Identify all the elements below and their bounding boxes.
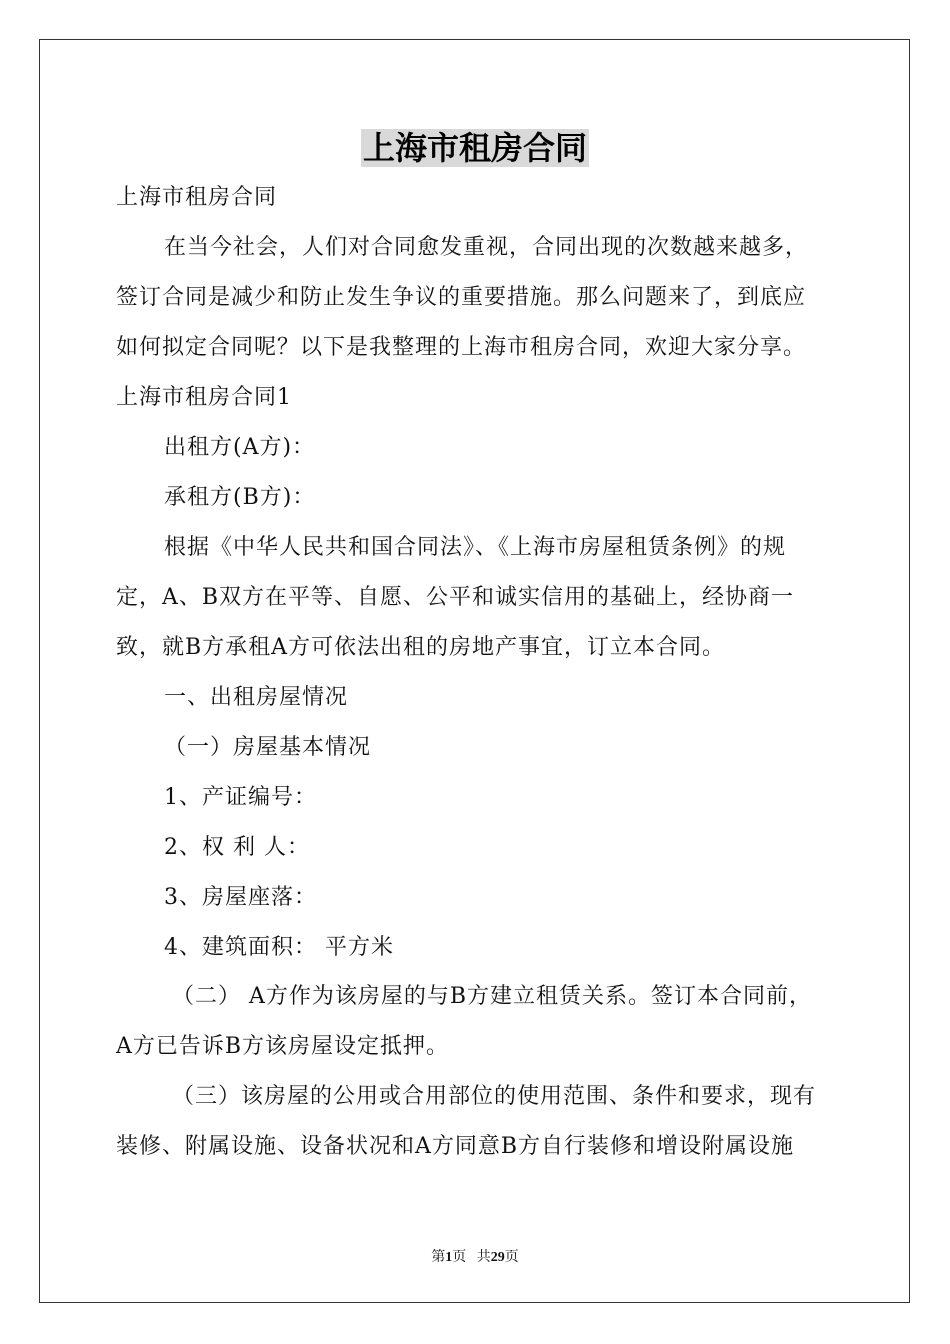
- clause-item: 1、产证编号：: [164, 785, 317, 810]
- section-heading: 上海市租房合同1: [116, 385, 292, 410]
- clause-heading: 一、出租房屋情况: [164, 685, 349, 710]
- page-footer: [0, 1246, 950, 1266]
- page-suffix: 页: [452, 1250, 467, 1265]
- clause-item: 3、房屋座落：: [164, 885, 317, 910]
- body-line: 定，A、B双方在平等、自愿、公平和诚实信用的基础上，经协商一: [116, 585, 795, 610]
- subtitle-line: 上海市租房合同: [116, 185, 278, 210]
- body-line: （三）该房屋的公用或合用部位的使用范围、条件和要求，现有: [172, 1084, 817, 1109]
- body-line: 签订合同是减少和防止发生争议的重要措施。那么问题来了，到底应: [116, 285, 807, 310]
- total-pages: 29: [490, 1250, 505, 1265]
- body-line: 根据《中华人民共和国合同法》、《上海市房屋租赁条例》的规: [164, 535, 787, 560]
- body-line: 装修、附属设施、设备状况和A方同意B方自行装修和增设附属设施: [116, 1134, 795, 1159]
- body-line: A方已告诉B方该房屋设定抵押。: [116, 1034, 450, 1059]
- clause-item: 2、权 利 人：: [164, 835, 310, 860]
- clause-item: 4、建筑面积： 平方米: [164, 935, 394, 960]
- body-line: 在当今社会，人们对合同愈发重视，合同出现的次数越来越多，: [164, 235, 809, 260]
- total-prefix: 共: [476, 1250, 491, 1265]
- body-line: 如何拟定合同呢？以下是我整理的上海市租房合同，欢迎大家分享。: [116, 335, 807, 360]
- body-line: （二） A方作为该房屋的与B方建立租赁关系。签订本合同前，: [172, 984, 813, 1009]
- page-prefix: 第: [431, 1250, 446, 1265]
- clause-subheading: （一）房屋基本情况: [164, 735, 372, 760]
- total-suffix: 页: [504, 1250, 519, 1265]
- document-title: 上海市租房合同: [362, 129, 587, 167]
- body-line: 致，就B方承租A方可依法出租的房地产事宜，订立本合同。: [116, 635, 726, 660]
- page-number: 1: [445, 1250, 453, 1265]
- party-b-line: 承租方(B方)：: [164, 485, 316, 510]
- party-a-line: 出租方(A方)：: [164, 435, 316, 460]
